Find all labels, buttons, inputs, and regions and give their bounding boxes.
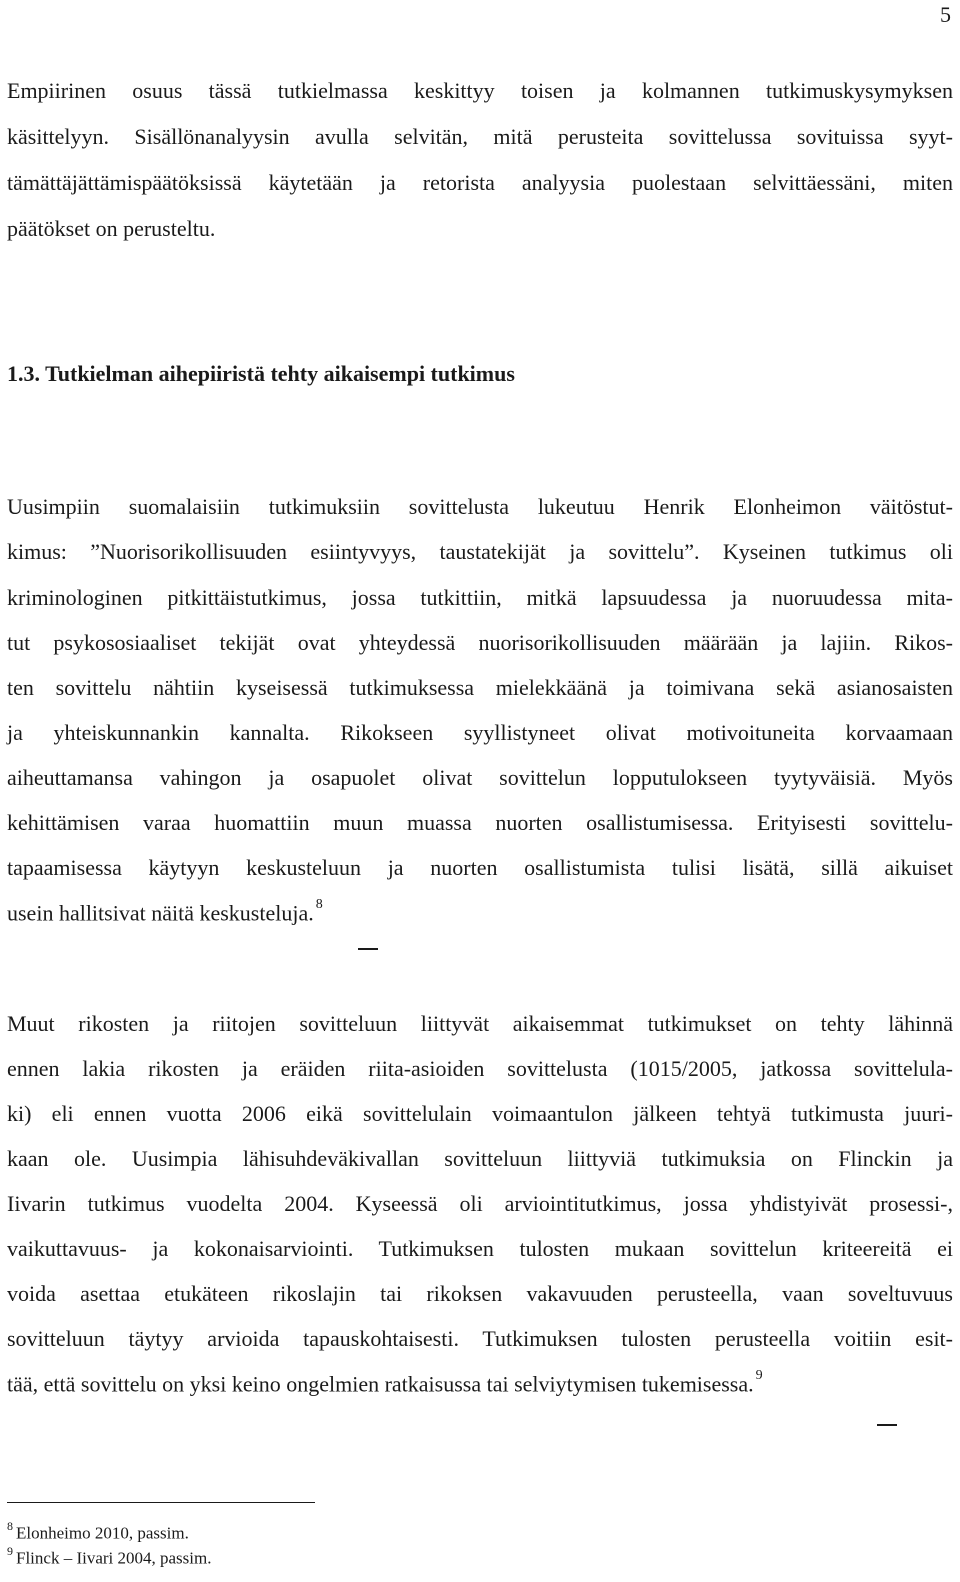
- text-line: kaan ole. Uusimpia lähisuhdeväkivallan sovitteluun liittyviä tutkimuksia on Flinckin ja: [7, 1146, 953, 1171]
- text-line-last: [7, 897, 953, 926]
- text-line: Empiirinen osuus tässä tutkielmassa keskittyy toisen ja kolmannen tutkimuskysymyksen: [7, 78, 953, 103]
- text-line-content: usein hallitsivat näitä keskusteluja.: [7, 900, 314, 926]
- text-line: Muut rikosten ja riitojen sovitteluun liittyvät aikaisemmat tutkimukset on tehty lähinnä: [7, 1011, 953, 1036]
- section-heading: 1.3. Tutkielman aihepiiristä tehty aikaisempi tutkimus: [7, 361, 515, 386]
- margin-mark: [358, 948, 378, 950]
- text-line: sovitteluun täytyy arvioida tapauskohtaisesti. Tutkimuksen tulosten perusteella voitiin esit-: [7, 1326, 953, 1351]
- text-line: kriminologinen pitkittäistutkimus, jossa tutkittiin, mitkä lapsuudessa ja nuoruudessa mita-: [7, 585, 953, 610]
- text-line: aiheuttamansa vahingon ja osapuolet olivat sovittelun lopputulokseen tyytyväisiä. Myös: [7, 765, 953, 790]
- page-number: 5: [940, 2, 951, 27]
- footnote-8: [7, 1521, 189, 1544]
- footnote-text: Elonheimo 2010, passim.: [16, 1523, 189, 1543]
- text-line: ki) eli ennen vuotta 2006 eikä sovittelulain voimaantulon jälkeen tehtyä tutkimusta juuri-: [7, 1101, 953, 1126]
- text-line: tut psykososiaaliset tekijät ovat yhteydessä nuorisorikollisuuden määrään ja lajiin. Rikos-: [7, 630, 953, 655]
- footnote-ref-9[interactable]: 9: [755, 1368, 763, 1383]
- footnote-number: 9: [7, 1544, 13, 1558]
- text-line: päätökset on perusteltu.: [7, 216, 216, 241]
- text-line: ja yhteiskunnankin kannalta. Rikokseen syyllistyneet olivat motivoituneita korvaamaan: [7, 720, 953, 745]
- text-line: ennen lakia rikosten ja eräiden riita-asioiden sovittelusta (1015/2005, jatkossa sovittelula-: [7, 1056, 953, 1081]
- text-line: vaikuttavuus- ja kokonaisarviointi. Tutkimuksen tulosten mukaan sovittelun kriteereitä ei: [7, 1236, 953, 1261]
- text-line: voida asettaa etukäteen rikoslajin tai rikoksen vakavuuden perusteella, vaan soveltuvuus: [7, 1281, 953, 1306]
- footnote-number: 8: [7, 1519, 13, 1533]
- text-line: tapaamisessa käytyyn keskusteluun ja nuorten osallistumista tulisi lisätä, sillä aikuiset: [7, 855, 953, 880]
- text-line: Iivarin tutkimus vuodelta 2004. Kyseessä oli arviointitutkimus, jossa yhdistyivät prosessi-,: [7, 1191, 953, 1216]
- text-line: Uusimpiin suomalaisiin tutkimuksiin sovittelusta lukeutuu Henrik Elonheimon väitöstut-: [7, 494, 953, 519]
- footnote-rule: [7, 1502, 315, 1503]
- text-line-content: tää, että sovittelu on yksi keino ongelmien ratkaisussa tai selviytymisen tukemisessa.: [7, 1371, 754, 1397]
- margin-mark: [877, 1424, 897, 1426]
- text-line: kehittämisen varaa huomattiin muun muassa nuorten osallistumisessa. Erityisesti sovittelu-: [7, 810, 953, 835]
- text-line-last: [7, 1368, 953, 1397]
- text-line: tämättäjättämispäätöksissä käytetään ja retorista analyysia puolestaan selvittäessäni, miten: [7, 170, 953, 195]
- footnote-9: [7, 1546, 211, 1569]
- text-line: käsittelyyn. Sisällönanalyysin avulla selvitän, mitä perusteita sovittelussa sovituissa syyt-: [7, 124, 953, 149]
- text-line: ten sovittelu nähtiin kyseisessä tutkimuksessa mielekkäänä ja toimivana sekä asianosaisten: [7, 675, 953, 700]
- footnote-ref-8[interactable]: 8: [315, 897, 323, 912]
- text-line: kimus: ”Nuorisorikollisuuden esiintyvyys, taustatekijät ja sovittelu”. Kyseinen tutkimus oli: [7, 539, 953, 564]
- footnote-text: Flinck – Iivari 2004, passim.: [16, 1548, 212, 1568]
